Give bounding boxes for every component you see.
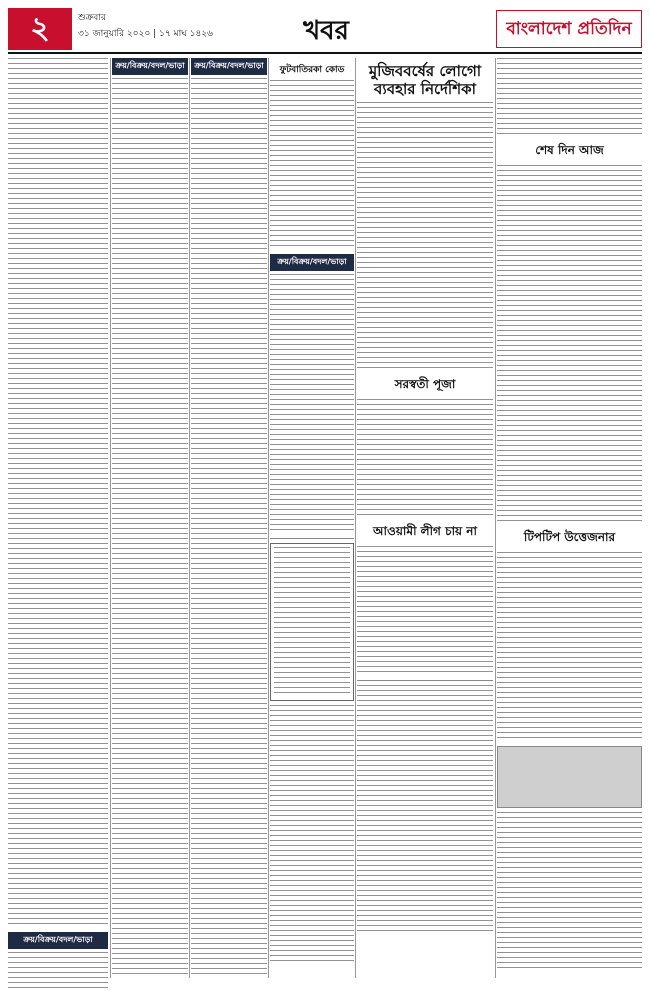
divider	[270, 538, 354, 539]
news-text-block	[497, 812, 642, 972]
news-photo	[497, 746, 642, 808]
news-column-f	[497, 58, 642, 972]
news-heading: আওয়ামী লীগ চায় না	[373, 524, 477, 538]
ad-text	[274, 547, 350, 697]
news-text-block	[357, 102, 493, 372]
newspaper-logo	[496, 10, 642, 48]
column-divider	[268, 58, 269, 978]
column-divider	[355, 58, 356, 978]
logo-wordmark: বাংলাদেশ প্রতিদিন	[506, 18, 632, 39]
issue-day: শুক্রবার	[78, 13, 106, 23]
column-divider	[495, 58, 496, 978]
news-heading: শেষ দিন আজ	[535, 143, 604, 157]
ad-box	[270, 543, 354, 701]
news-heading: সরস্বতী পূজা	[394, 377, 456, 391]
divider	[357, 680, 493, 681]
news-text-block	[497, 165, 642, 525]
classified-band: ক্রয়/বিক্রয়/বদল/ভাড়া	[112, 58, 188, 75]
classified-column-3	[191, 58, 267, 978]
classified-column-2	[112, 58, 188, 978]
news-text-block	[497, 552, 642, 742]
newspaper-page	[8, 8, 642, 978]
news-text-block	[497, 58, 642, 138]
classified-band: ক্রয়/বিক্রয়/বদল/ভাড়া	[191, 58, 267, 75]
news-text-block	[357, 546, 493, 676]
news-heading: ফুটবাতিরকা কোড	[279, 65, 345, 75]
page-number: ২	[8, 8, 72, 50]
classified-column-1	[8, 58, 108, 992]
section-title: খবর	[303, 16, 349, 46]
masthead	[8, 8, 642, 50]
news-text-block	[357, 399, 493, 519]
classified-text-block	[8, 58, 108, 928]
classified-text-block	[112, 78, 188, 978]
news-text-block	[357, 685, 493, 935]
news-text-block	[270, 80, 354, 250]
classified-text-block	[8, 952, 108, 992]
lead-headline: মুজিববর্ষের লোগো ব্যবহার নির্দেশিকা	[368, 62, 482, 98]
news-column-e	[357, 58, 493, 935]
classified-band: ক্রয়/বিক্রয়/বদল/ভাড়া	[8, 932, 108, 949]
news-column-d	[270, 58, 354, 965]
classified-band: ক্রয়/বিক্রয়/বদল/ভাড়া	[270, 254, 354, 271]
column-divider	[189, 58, 190, 978]
classified-text-block	[270, 274, 354, 534]
issue-date: ৩১ জানুয়ারি ২০২০ | ১৭ মাঘ ১৪২৬	[78, 29, 214, 39]
classified-text-block	[191, 78, 267, 978]
column-divider	[110, 58, 111, 978]
news-heading: টিপটিপ উত্তেজনার	[523, 530, 616, 544]
news-text-block	[270, 705, 354, 965]
header-rule	[8, 52, 642, 54]
